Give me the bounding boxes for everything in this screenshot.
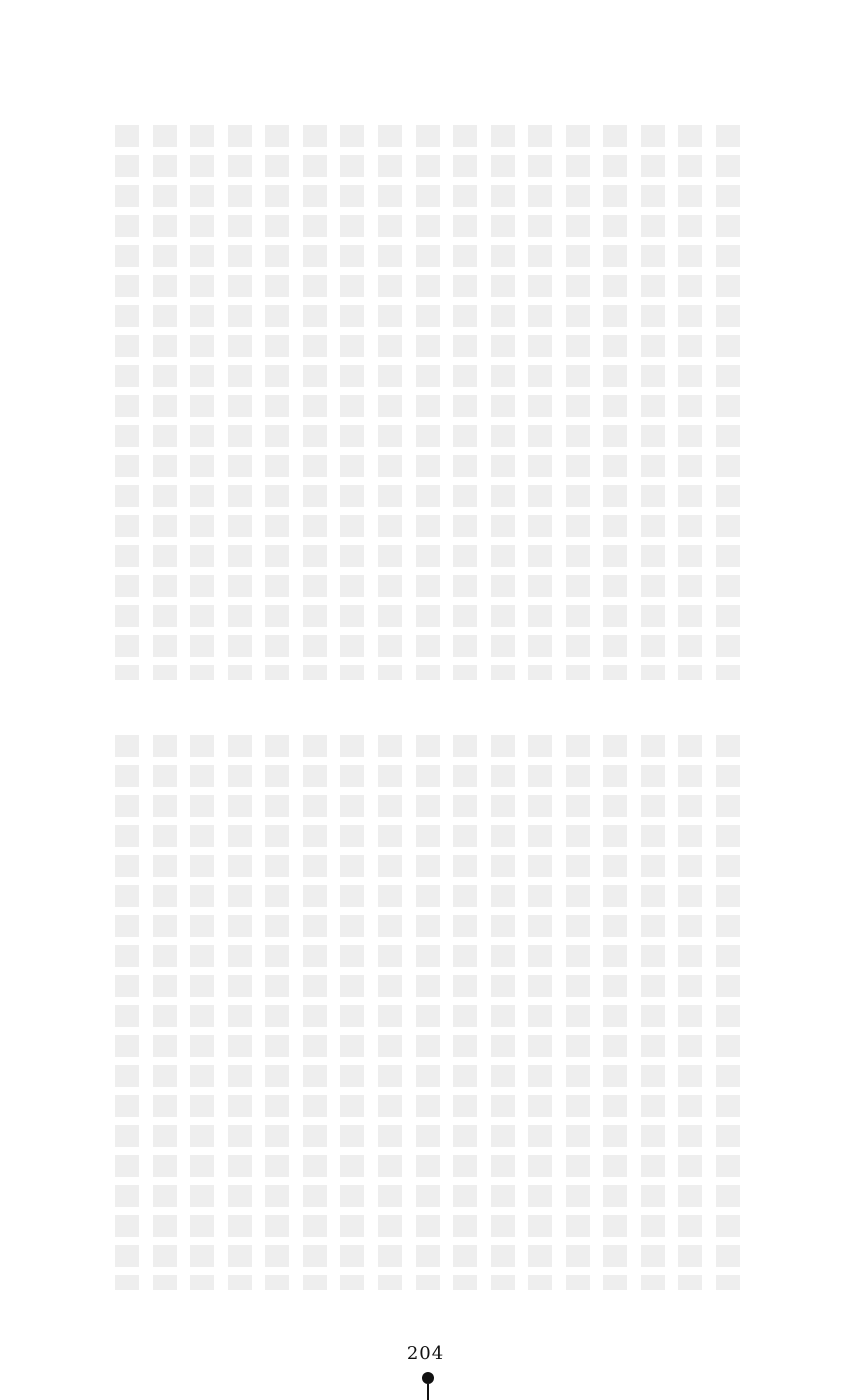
text-column — [228, 125, 252, 680]
text-column — [641, 735, 665, 1290]
upper-text-block — [115, 125, 740, 680]
text-column — [566, 125, 590, 680]
page-marker-line — [427, 1384, 429, 1400]
text-column — [303, 735, 327, 1290]
text-column — [190, 735, 214, 1290]
text-column — [453, 735, 477, 1290]
text-column — [340, 735, 364, 1290]
text-column — [416, 735, 440, 1290]
text-column — [528, 735, 552, 1290]
text-column — [566, 735, 590, 1290]
text-column — [603, 125, 627, 680]
text-column — [603, 735, 627, 1290]
text-column — [491, 125, 515, 680]
text-column — [340, 125, 364, 680]
text-column — [678, 125, 702, 680]
text-column — [265, 125, 289, 680]
text-column — [190, 125, 214, 680]
page-number: 204 — [406, 1343, 445, 1364]
text-column — [115, 735, 139, 1290]
text-column — [153, 735, 177, 1290]
text-column — [303, 125, 327, 680]
text-column — [453, 125, 477, 680]
lower-text-block — [115, 735, 740, 1290]
page-marker-dot — [422, 1372, 434, 1384]
text-column — [265, 735, 289, 1290]
text-column — [416, 125, 440, 680]
text-column — [153, 125, 177, 680]
text-column — [378, 735, 402, 1290]
text-column — [678, 735, 702, 1290]
text-column — [378, 125, 402, 680]
text-column — [641, 125, 665, 680]
text-column — [115, 125, 139, 680]
text-column — [228, 735, 252, 1290]
text-column — [716, 125, 740, 680]
text-column — [716, 735, 740, 1290]
text-column — [491, 735, 515, 1290]
text-column — [528, 125, 552, 680]
